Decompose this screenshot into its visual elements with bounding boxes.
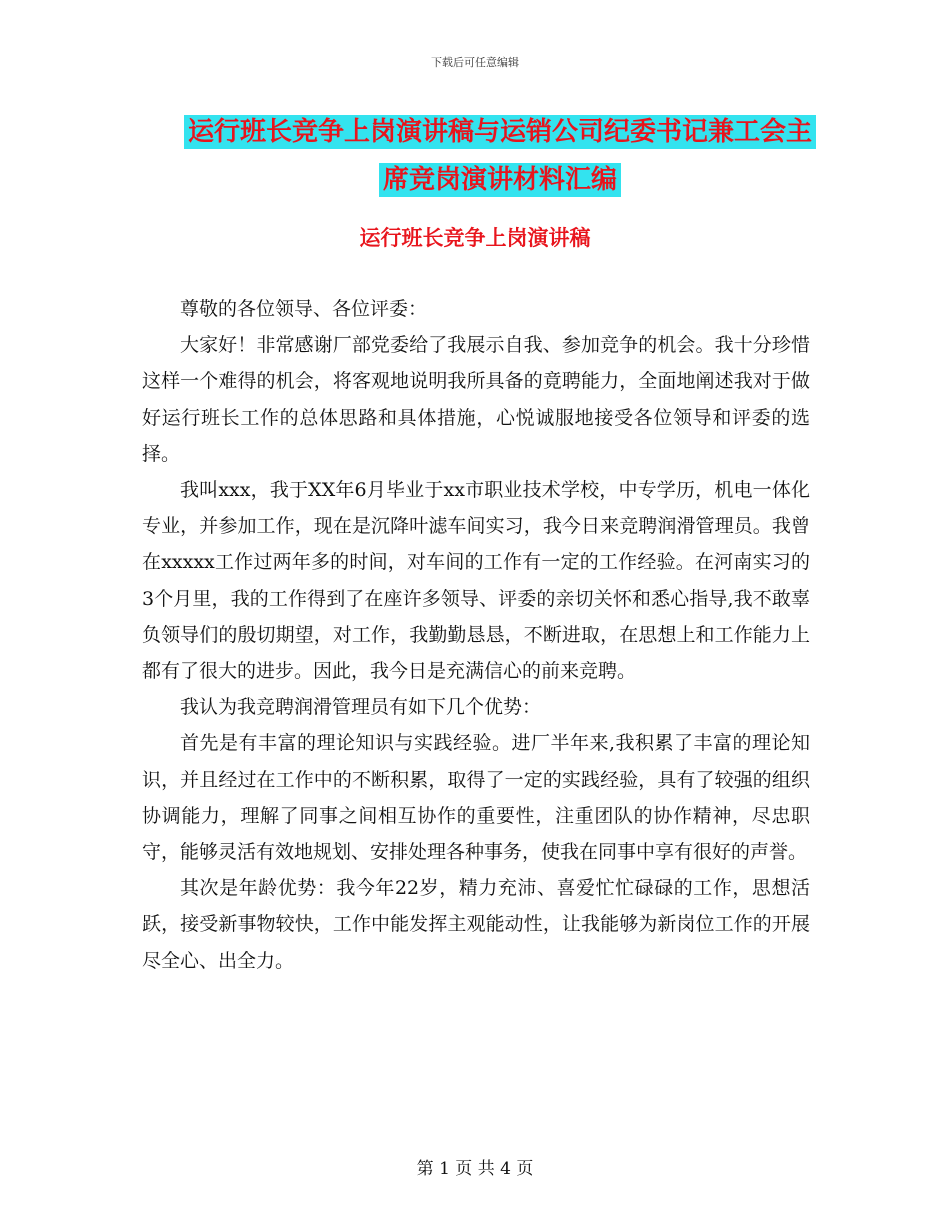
paragraph: 首先是有丰富的理论知识与实践经验。进厂半年来,我积累了丰富的理论知识，并且经过在工作中的不断积累，取得了一定的实践经验，具有了较强的组织协调能力，理解了同事之间相互协作的重要性，注重团队的协作精神，尽忠职守，能够灵活有效地规划、安排处理各种事务，使我在同事中享有很好的声誉。 [142, 732, 810, 864]
body-text [142, 291, 810, 979]
paragraph-salutation: 尊敬的各位领导、各位评委： [180, 298, 428, 320]
section-title: 运行班长竞争上岗演讲稿 [359, 226, 591, 250]
paragraph: 我叫xxx，我于XX年6月毕业于xx市职业技术学校，中专学历，机电一体化专业，并参加工作，现在是沉降叶滤车间实习，我今日来竞聘润滑管理员。我曾在xxxxx工作过两年多的时间，对车间的工作有一定的工作经验。在河南实习的3个月里，我的工作得到了在座许多领导、评委的亲切关怀和悉心指导,我不敢辜负领导们的殷切期望，对工作，我勤勤恳恳，不断进取，在思想上和工作能力上都有了很大的进步。因此，我今日是充满信心的前来竞聘。 [142, 479, 810, 683]
header-note: 下载后可任意编辑 [431, 56, 519, 69]
page-footer: 第 1 页 共 4 页 [416, 1159, 534, 1179]
paragraph: 其次是年龄优势：我今年22岁，精力充沛、喜爱忙忙碌碌的工作，思想活跃，接受新事物较快，工作中能发挥主观能动性，让我能够为新岗位工作的开展尽全心、出全力。 [142, 877, 810, 972]
paragraph: 我认为我竞聘润滑管理员有如下几个优势： [180, 696, 542, 719]
document-title [180, 108, 820, 204]
paragraph: 大家好！非常感谢厂部党委给了我展示自我、参加竞争的机会。我十分珍惜这样一个难得的机会，将客观地说明我所具备的竟聘能力，全面地阐述我对于做好运行班长工作的总体思路和具体措施，心悦诚服地接受各位领导和评委的选择。 [142, 334, 810, 465]
document-title-text: 运行班长竞争上岗演讲稿与运销公司纪委书记兼工会主席竞岗演讲材料汇编 [184, 115, 816, 197]
